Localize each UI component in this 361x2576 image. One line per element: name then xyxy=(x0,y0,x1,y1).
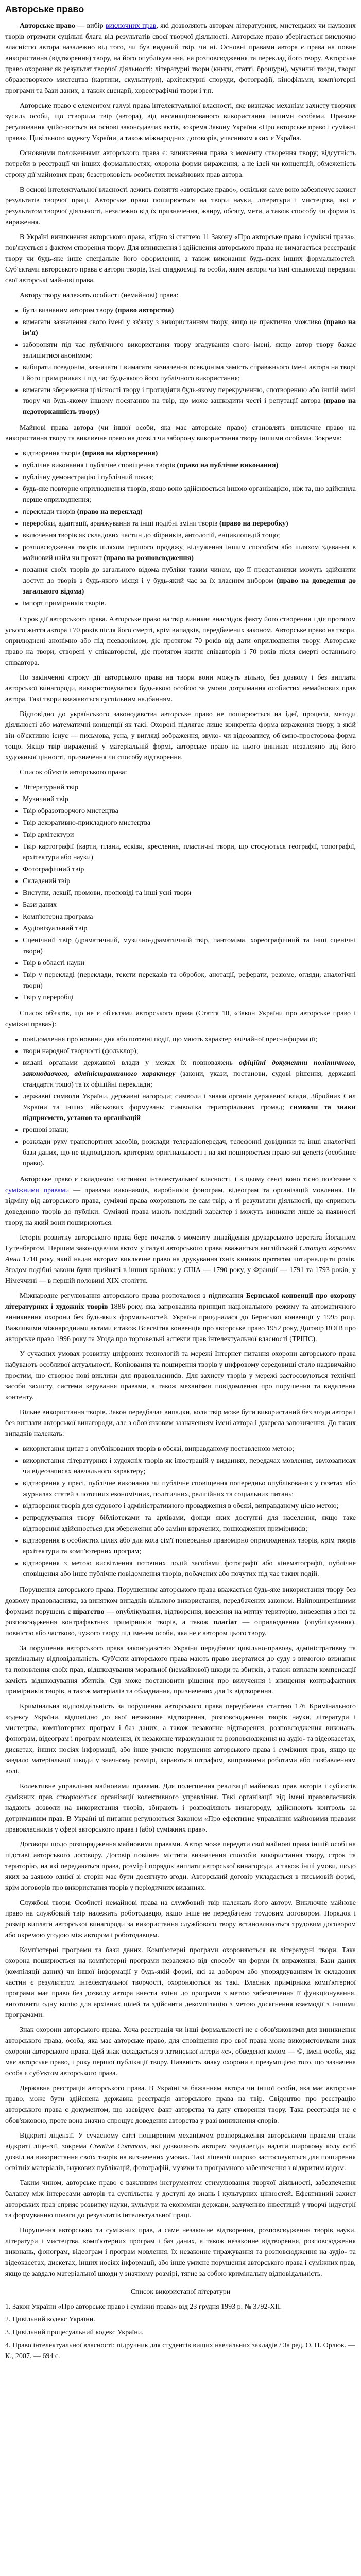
text-run: видані органами державної влади у межах їх повноважень xyxy=(23,1059,239,1067)
text-run: репродукування твору бібліотеками та архівами, фонди яких доступні для населення, якщо таке відтворення здійснюється для збереження або заміни втрачених, пошкоджених примірників; xyxy=(23,1514,356,1533)
text-run: Авторське право є складовою частиною інтелектуальної власності, і в цьому сенсі воно тісно пов'язане з xyxy=(20,1176,356,1183)
text-run: переклади творів xyxy=(23,508,77,516)
text-run: (закони, укази, постанови, судові рішення, державні стандарти тощо) та їх офіційні переклади; xyxy=(23,1070,356,1089)
list-item xyxy=(23,829,356,840)
list-item xyxy=(23,1513,356,1534)
list-item xyxy=(23,1535,356,1557)
list-item xyxy=(23,1125,356,1136)
text-run: Твір у перекладі (переклади, тексти переказів та обробок, анотації, реферати, резюме, огляди, аналогічні твори) xyxy=(23,971,356,990)
text-run: 1886 року, яка запровадила принцип національного режиму та автоматичного виникнення охорони без будь-яких формальностей. Україна приєдналася до Бернської конвенції у 1995 році. Важливими міжнародними актами є також Всесвітня конвенція про авторське право 1952 року, Договір ВОІВ про авторське право 1996 року та Угода про торговельні аспекти прав інтелектуальної власності (ТРІПС). xyxy=(5,1303,356,1343)
list-item xyxy=(23,362,356,384)
bullet-list xyxy=(5,305,356,417)
paragraph xyxy=(5,2025,356,2079)
paragraph xyxy=(5,1407,356,1439)
paragraph xyxy=(5,232,356,286)
list-item xyxy=(23,806,356,817)
text-run: використання цитат з опублікованих творів в обсязі, виправданому поставленою метою; xyxy=(23,1445,295,1453)
paragraph xyxy=(5,2083,356,2126)
text-run: (право на відтворення) xyxy=(82,450,158,457)
inline-link[interactable]: суміжними правами xyxy=(5,1187,70,1194)
list-item xyxy=(23,518,356,529)
paragraph xyxy=(5,1781,356,1835)
list-item xyxy=(23,992,356,1003)
list-item xyxy=(23,911,356,922)
text-run: публічне виконання і публічне сповіщення творів xyxy=(23,462,177,469)
paragraph xyxy=(5,2225,356,2279)
text-run: За порушення авторського права законодавство України передбачає цивільно-правову, адміністративну та кримінальну відповідальність. Суб'єкти авторського права мають право звертатися до суду з вимогою визнання та поновлення своїх прав, відшкодування моральної (немайнової) шкоди та збитків, а також виплати компенсації замість відшкодування збитків. Суд може постановити рішення про вилучення і знищення контрафактних примірників творів, а також матеріалів та обладнання, призначених для їх відтворення. xyxy=(5,1645,356,1696)
text-run: (право на переклад) xyxy=(77,508,143,516)
text-run: Твір декоративно-прикладного мистецтва xyxy=(23,819,151,827)
list-item xyxy=(23,1046,356,1057)
text-run: В основі інтелектуальної власності лежить поняття «авторське право», оскільки саме воно забезпечує захист результатів творчої праці. Авторське право поширюється на твори науки, літератури і мистецтва, які є результатом творчої діяльності, незалежно від їх призначення, жанру, обсягу, мети, а також способу чи форми їх вираження. xyxy=(5,186,356,226)
text-run: Таким чином, авторське право є важливим інструментом стимулювання творчої діяльності, забезпечення балансу між інтересами авторів та суспільства у доступі до знань і культурних цінностей. Ефективний захист авторських прав сприяє розвитку науки, культури та економіки держави, залученню інвестицій у творчі індустрії та формуванню поваги до результатів інтелектуальної праці. xyxy=(5,2179,356,2219)
list-item xyxy=(23,565,356,597)
text-run: Службові твори. Особисті немайнові права на службовий твір належать його автору. Виключне майнове право на службовий твір належить роботодавцю, якщо інше не передбачено трудовим договором. Порядок і розмір виплати авторської винагороди за використання службового твору встановлюються трудовим договором або окремою угодою між автором і роботодавцем. xyxy=(5,1899,356,1939)
bullet-list xyxy=(5,1034,356,1169)
text-run: (право на переробку) xyxy=(219,520,288,528)
text-run: плагіат xyxy=(213,1619,237,1626)
text-run: Список об'єктів, що не є об'єктами авторського права (Стаття 10, «Закон України про авторське право і суміжні права»): xyxy=(5,1010,356,1028)
list-item xyxy=(23,1558,356,1580)
text-run: Сценічний твір (драматичний, музично-драматичний твір, пантоміма, хореографічний та інші сценічні твори) xyxy=(23,937,356,955)
list-item xyxy=(23,818,356,828)
text-run: Строк дії авторського права. Авторське право на твір виникає внаслідок факту його створення і діє протягом усього життя автора і 70 років після його смерті, крім випадків, передбачених законом. Авторське право на твори, оприлюднені анонімно або під псевдонімом, діє протягом 70 років від дати оприлюднення твору. Авторське право на твори, створені у співавторстві, діє протягом життя співавторів і 70 років після смерті останнього співавтора. xyxy=(5,616,356,667)
text-run: подання своїх творів до загального відома публіки таким чином, що її представники можуть здійснити доступ до творів з будь-якого місця і у будь-який час за їх власним вибором xyxy=(23,566,356,585)
text-run: Колективне управління майновими правами. Для полегшення реалізації майнових прав авторів і суб'єктів суміжних прав створюються організації колективного управління. Такі організації від імені правовласників надають дозволи на використання творів, збирають і розподіляють винагороду, здійснюють контроль за дотриманням прав. В Україні ці питання регулюються Законом «Про ефективне управління майновими правами правовласників у сфері авторського права і (або) суміжних прав». xyxy=(5,1783,356,1834)
paragraph xyxy=(5,1585,356,1639)
paragraph xyxy=(5,1839,356,1893)
text-run: Міжнародне регулювання авторського права розпочалося з підписання xyxy=(20,1292,246,1300)
list-item xyxy=(23,530,356,541)
text-run: Виступи, лекції, промови, проповіді та інші усні твори xyxy=(23,889,192,897)
paragraph xyxy=(5,2178,356,2221)
text-run: публічну демонстрацію і публічний показ; xyxy=(23,473,153,481)
paragraph xyxy=(5,21,356,96)
text-run: Відповідно до українського законодавства авторське право не поширюється на ідеї, процеси, методи діяльності або математичні концепції як такі. Охороні підлягає лише конкретна форма вираження твору, в якій він об'єктивно існує — письмова, усна, у вигляді зображення, звуко- чи відеозапису, об'ємно-просторова форма тощо. Якщо твір виражений у матеріальній формі, авторське право на нього виникає незалежно від його художньої цінності, призначення чи способу відтворення. xyxy=(5,710,356,761)
list-item xyxy=(23,340,356,361)
text-run: відтворення з метою висвітлення поточних подій засобами фотографії або кінематографії, публічне сповіщення або інше публічне повідомлення творів, побачених або почутих під час таких подій. xyxy=(23,1560,356,1578)
text-run: Майнові права автора (чи іншої особи, яка має авторське право) становлять виключне право на використання твору та виключне право на дозвіл чи заборону використання твору іншими особами. Зокрема: xyxy=(5,424,356,443)
paragraph xyxy=(5,672,356,705)
paragraph xyxy=(5,1643,356,1697)
text-run: імпорт примірників творів. xyxy=(23,600,106,607)
list-item xyxy=(23,506,356,517)
list-item xyxy=(23,1478,356,1500)
text-run: Історія розвитку авторського права бере початок з моменту винайдення друкарського верстата Йоганном Гутенбергом. Першим законодавчим актом у галузі авторського права вважається англійський xyxy=(5,1234,356,1252)
paragraph xyxy=(5,422,356,444)
text-run: вимагати зазначення свого імені у зв'язку з використанням твору, якщо це практично можливо xyxy=(23,318,324,326)
list-item xyxy=(23,598,356,609)
text-run: Порушення авторського права. Порушенням авторського права вважається будь-яке використання твору без дозволу правовласника, за винятком випадків вільного використання, передбачених законом. Найпоширенішими формами порушень є xyxy=(5,1586,356,1616)
reference-item: 2. Цивільний кодекс України. xyxy=(5,2316,95,2324)
text-run: Твір у переробці xyxy=(23,994,74,1002)
text-run: Фотографічний твір xyxy=(23,866,84,873)
text-run: , які дозволяють авторам заздалегідь надати широкому колу осіб дозвіл на використання своїх творів на визначених умовах. Такі ліцензії широко застосовуються для поширення освітніх матеріалів, наукових публікацій, фотографій, музики та програмного забезпечення з відкритим кодом. xyxy=(5,2143,356,2172)
paragraph xyxy=(5,100,356,144)
text-run: відтворення в особистих цілях або для кола сім'ї попередньо правомірно оприлюднених творів, крім творів архітектури та комп'ютерних програм; xyxy=(23,1537,356,1555)
references-list xyxy=(5,2301,356,2362)
text-run: У сучасних умовах розвитку цифрових технологій та мережі Інтернет питання охорони авторського права набувають особливої актуальності. Копіювання та поширення творів у цифровому середовищі стало надзвичайно простим, що створює нові виклики для правовласників. Для захисту творів у мережі застосовуються технічні засоби захисту, системи керування правами, а також механізми повідомлення про порушення та видалення контенту. xyxy=(5,1350,356,1401)
text-run: Державна реєстрація авторського права. В Україні за бажанням автора чи іншої особи, яка має авторське право, може бути здійснена державна реєстрація авторського права на твір. Свідоцтво про реєстрацію авторського права є документом, що засвідчує факт авторства та дату створення твору. Така реєстрація не є обов'язковою, проте вона значно спрощує доведення авторства у разі виникнення спорів. xyxy=(5,2084,356,2125)
text-run: Авторське право є елементом галузі права інтелектуальної власності, яке визначає механізм захисту творчих зусиль особи, що створила твір (автора), від несанкціонованого використання іншими особами. Правове регулювання здійснюється на основі законодавчих актів, зокрема Закону України «Про авторське право і суміжні права», Цивільного кодексу України, а також міжнародних договорів, учасником яких є Україна. xyxy=(5,102,356,142)
text-run: Комп'ютерна програма xyxy=(23,913,93,921)
text-run: Твір в області науки xyxy=(23,959,84,967)
paragraph xyxy=(5,184,356,228)
text-run: Авторське право xyxy=(20,22,75,30)
list-item xyxy=(23,970,356,991)
list-item xyxy=(23,385,356,417)
list-item xyxy=(23,317,356,338)
list-item xyxy=(23,1058,356,1090)
list-item xyxy=(23,1501,356,1512)
inline-link[interactable]: виключних прав xyxy=(105,22,157,30)
paragraph xyxy=(5,709,356,763)
text-run: (право на ім'я) xyxy=(23,318,356,337)
bullet-list xyxy=(5,1444,356,1580)
text-run: (право на недоторканність твору) xyxy=(23,397,356,416)
text-run: Комп'ютерні програми та бази даних. Комп'ютерні програми охороняються як літературні твори. Така охорона поширюється на комп'ютерні програми незалежно від способу чи форми їх вираження. Бази даних (компіляції даних) чи іншої інформації у будь-якій формі, які за добором або упорядкуванням їх складових частин є результатом інтелектуальної творчості, охороняються як такі. Власник примірника комп'ютерної програми має право без дозволу автора внести зміни до програми з метою забезпечення її функціонування, виготовити одну копію для архівних цілей та здійснити декомпіляцію з метою досягнення взаємодії з іншими програмами. xyxy=(5,1946,356,2019)
text-run: Аудіовізуальний твір xyxy=(23,925,88,933)
list-item xyxy=(23,1137,356,1169)
text-run: По закінченні строку дії авторського права на твори вони можуть вільно, без дозволу і без виплати авторської винагороди, використовуватися будь-якою особою за умови дотримання особистих немайнових прав автора. Такі твори вважаються суспільним надбанням. xyxy=(5,674,356,703)
list-item xyxy=(23,794,356,805)
page-title: Авторське право xyxy=(5,4,84,14)
text-run: — вибір xyxy=(75,22,106,30)
text-run: будь-яке повторне оприлюднення творів, якщо воно здійснюється іншою організацією, ніж та, що здійснила перше оприлюднення; xyxy=(23,485,356,504)
text-run: Creative Commons xyxy=(90,2143,147,2150)
list-item xyxy=(23,1444,356,1454)
text-run: Твір картографії (карти, плани, ескізи, креслення, пластичні твори, що стосуються географії, топографії, архітектури або науки) xyxy=(23,843,356,861)
text-run: вибирати псевдонім, зазначати і вимагати зазначення псевдоніма замість справжнього імені автора на творі і його примірниках і під час будь-якого його публічного використання; xyxy=(23,364,356,382)
text-run: відтворення творів для судового і адміністративного провадження в обсязі, виправданому цією метою; xyxy=(23,1502,339,1510)
bullet-list xyxy=(5,448,356,609)
reference-item: 1. Закон України «Про авторське право і суміжні права» від 23 грудня 1993 р. № 3792-XII. xyxy=(5,2303,282,2311)
text-run: Статут королеви Анни xyxy=(5,1245,356,1263)
paragraph xyxy=(5,1897,356,1941)
text-run: Порушення авторських та суміжних прав, а саме незаконне відтворення, розповсюдження творів науки, літератури і мистецтва, комп'ютерних програм і баз даних, а також незаконне відтворення, розповсюдження виконань, фонограм, відеограм і програм мовлення, їх незаконне тиражування та розповсюдження на аудіо- та відеокасетах, дискетах, інших носіях інформації, або інше умисне порушення авторського права і суміжних прав, якщо це завдало матеріальної шкоди у значному розмірі, тягне за собою кримінальну відповідальність. xyxy=(5,2227,356,2278)
text-run: Вільне використання творів. Закон передбачає випадки, коли твір може бути використаний без згоди автора і без виплати авторської винагороди, але з обов'язковим зазначенням імені автора і джерела запозичення. До таких випадків належать: xyxy=(5,1409,356,1438)
reference-item: 4. Право інтелектуальної власності: підручник для студентів вищих навчальних закладів / За ред. О. П. Орлюк. — К., 2007. — 694 с. xyxy=(5,2342,355,2360)
text-run: Договори щодо розпорядження майновими правами. Автор може передати свої майнові права іншій особі на підставі авторського договору. Договір повинен містити визначення способів використання твору, строк та територію, на які передаються права, розмір і порядок виплати авторської винагороди, а також інші умови, щодо яких за заявою однієї зі сторін має бути досягнуто згоди. Авторський договір укладається в письмовій формі, крім договорів про використання творів у періодичних виданнях. xyxy=(5,1841,356,1892)
text-run: офіційні документи політичного, законодавчого, адміністративного характеру xyxy=(23,1059,356,1078)
list-item xyxy=(23,472,356,483)
text-run: піратство xyxy=(73,1608,105,1616)
text-run: Твір образотворчого мистецтва xyxy=(23,807,118,815)
text-run: розповсюдження творів шляхом першого продажу, відчуження іншим способом або шляхом здавання в майновий найм чи прокат xyxy=(23,544,356,562)
paragraph xyxy=(5,1291,356,1345)
list-item xyxy=(23,841,356,863)
text-run: Складений твір xyxy=(23,877,71,885)
list-item xyxy=(23,958,356,969)
text-run: Бази даних xyxy=(23,901,57,909)
reference-item: 3. Цивільний процесуальний кодекс України. xyxy=(5,2329,144,2336)
paragraph xyxy=(5,290,356,301)
text-run: — опублікування, відтворення, ввезення на митну територію, вивезення з неї та розповсюдження контрафактних примірників творів, а також xyxy=(5,1608,356,1626)
paragraph xyxy=(5,148,356,180)
paragraph xyxy=(5,1701,356,1777)
text-run: розклади руху транспортних засобів, розклади телерадіопередач, телефонні довідники та інші аналогічні бази даних, що не відповідають критеріям оригінальності і на які поширюється право sui generis (особливе право). xyxy=(23,1138,356,1167)
text-run: використання літературних і художніх творів як ілюстрацій у виданнях, передачах мовлення, звукозаписах чи відеозаписах навчального характеру; xyxy=(23,1457,356,1476)
article-body xyxy=(5,21,356,2279)
text-run: відтворення у пресі, публічне виконання чи публічне сповіщення попередньо опублікованих у газетах або журналах статей з поточних економічних, політичних, релігійних та соціальних питань; xyxy=(23,1480,356,1498)
text-run: Бернської конвенції про охорону літературних і художніх творів xyxy=(5,1292,356,1311)
paragraph xyxy=(5,767,356,778)
list-item xyxy=(23,935,356,957)
text-run: 1710 року, який надав авторам виключне право на друкування їхніх книжок протягом чотирнадцяти років. Згодом подібні закони були прийняті в інших країнах: у США — 1790 року, у Франції — 1791 та 1793 років, у Німеччині — в першій половині XIX століття. xyxy=(5,1256,356,1285)
paragraph xyxy=(5,1008,356,1030)
list-item xyxy=(23,1091,356,1124)
text-run: , які дозволяють авторам літературних, мистецьких чи наукових творів отримати суцільні блага від результатів своєї творчої діяльності. Авторське право зберігається виключно власністю автора назалежно від того, чи був виданий твір, чи ні. Основні правами автора є права на повне використання (відтворення) твору, на його опублікування, на розповсюдження та переклад його твору. Авторське право охороняє як результат творчої діяльності: літературні твори (книги, статті, брошури), музичні твори, твори образотворчого мистецтва (картини, скульптури), архітектурні споруди, фотографії, кінофільми, комп'ютерні програми та бази даних, а також сценарії, хореографічні твори і т.п. xyxy=(5,22,356,95)
text-run: відтворення творів xyxy=(23,450,83,457)
list-item xyxy=(23,876,356,887)
list-item xyxy=(23,448,356,459)
text-run: Автору твору належать особисті (немайнові) права: xyxy=(20,292,179,299)
list-item xyxy=(23,864,356,875)
text-run: повідомлення про новини дня або поточні події, що мають характер звичайної прес-інформації; xyxy=(23,1036,317,1043)
bullet-list xyxy=(5,782,356,1003)
text-run: Основними положеннями авторського права є: виникнення права з моменту створення твору; відсутність потреби в реєстрації чи інших формальностях; охорона форми вираження, а не ідей чи концепцій; обмеженість строку дії майнових прав; безстроковість особистих немайнових прав автора. xyxy=(5,149,356,179)
list-item xyxy=(23,1455,356,1477)
text-run: — оприлюднення (опублікування), повністю або частково, чужого твору під іменем особи, яка не є автором цього твору. xyxy=(5,1619,356,1637)
text-run: символи та знаки підприємств, установ та організацій xyxy=(23,1104,356,1122)
text-run: включення творів як складових частин до збірників, антологій, енциклопедій тощо; xyxy=(23,532,280,539)
list-item xyxy=(23,460,356,471)
text-run: Список об'єктів авторського права: xyxy=(20,769,127,776)
list-item xyxy=(23,305,356,316)
list-item xyxy=(23,782,356,793)
text-run: державні символи України, державні нагороди; символи і знаки органів державної влади, Збройних Сил України та інших військових формувань; символіка територіальних громад; xyxy=(23,1093,356,1111)
paragraph xyxy=(5,1232,356,1286)
paragraph xyxy=(5,614,356,668)
text-run: (право на розповсюдження) xyxy=(104,554,194,562)
references-title: Список використаної літератури xyxy=(130,2288,231,2296)
text-run: (право авторства) xyxy=(115,307,174,314)
text-run: (право на публічне виконання) xyxy=(177,462,279,469)
text-run: Літературний твір xyxy=(23,784,79,791)
text-run: Твір архітектури xyxy=(23,831,74,839)
list-item xyxy=(23,1034,356,1045)
text-run: Відкриті ліцензії. У сучасному світі поширеним механізмом розпорядження авторськими правами стали відкриті ліцензії, зокрема xyxy=(5,2132,356,2150)
list-item xyxy=(23,484,356,505)
text-run: — правами виконавців, виробників фонограм, відеограм та організацій мовлення. На відміну від авторського права, суміжні права охороняють не сам твір, а ті результати діяльності, що сприяють доведенню творів до публіки. Суміжні права мають похідний характер і можуть виникати лише за наявності твору, на який вони поширюються. xyxy=(5,1187,356,1227)
text-run: твори народної творчості (фольклор); xyxy=(23,1047,139,1055)
list-item xyxy=(23,900,356,910)
list-item xyxy=(23,888,356,899)
paragraph xyxy=(5,1349,356,1403)
paragraph xyxy=(5,2130,356,2174)
text-run: грошові знаки; xyxy=(23,1126,68,1134)
paragraph xyxy=(5,1174,356,1228)
text-run: Музичний твір xyxy=(23,795,68,803)
text-run: Знак охорони авторського права. Хоча реєстрація чи інші формальності не є обов'язковими для виникнення авторського права, особа, яка має авторське право, для сповіщення про свої права може використовувати знак охорони авторського права. Цей знак складається з латинської літери «с», обведеної колом — ©, імені особи, яка має авторське право, і року першої публікації твору. Наявність знаку охорони є презумпцією того, що зазначена особа є суб'єктом авторського права. xyxy=(5,2026,356,2077)
text-run: переробки, адаптації, аранжування та інші подібні зміни творів xyxy=(23,520,219,528)
text-run: В Україні виникнення авторського права, згідно зі статтею 11 Закону «Про авторське право і суміжні права», пов'язується з фактом створення твору. Для виникнення і здійснення авторського права не вимагається реєстрація твору чи будь-яке інше спеціальне його оформлення, а також виконання будь-яких інших формальностей. Суб'єктами авторського права є автори творів, їхні спадкоємці та особи, яким автори чи їхні спадкоємці передали свої авторські майнові права. xyxy=(5,233,356,284)
paragraph xyxy=(5,1945,356,2021)
text-run: вимагати збереження цілісності твору і протидіяти будь-якому перекрученню, спотворенню або іншій зміні твору чи будь-якому іншому посяганню на твір, що може зашкодити честі і репутації автора xyxy=(23,386,356,405)
text-run: забороняти під час публічного використання твору згадування свого імені, якщо автор твору бажає залишитися анонімом; xyxy=(23,341,356,360)
list-item xyxy=(23,923,356,934)
text-run: Кримінальна відповідальність за порушення авторського права передбачена статтею 176 Кримінального кодексу України, відповідно до якої незаконне відтворення, розповсюдження творів науки, літератури і мистецтва, комп'ютерних програм і баз даних, а також незаконне відтворення, розповсюдження виконань, фонограм, відеограм і програм мовлення, їх незаконне тиражування та розповсюдження на аудіо- та відеокасетах, дискетах, інших носіях інформації, або інше умисне порушення авторського права і суміжних прав, якщо це завдало матеріальної шкоди у значному розмірі, караються штрафом, виправними роботами або позбавленням волі. xyxy=(5,1703,356,1775)
text-run: (право на доведення до загального відома) xyxy=(23,577,356,596)
list-item xyxy=(23,542,356,564)
text-run: бути визнаним автором твору xyxy=(23,307,115,314)
